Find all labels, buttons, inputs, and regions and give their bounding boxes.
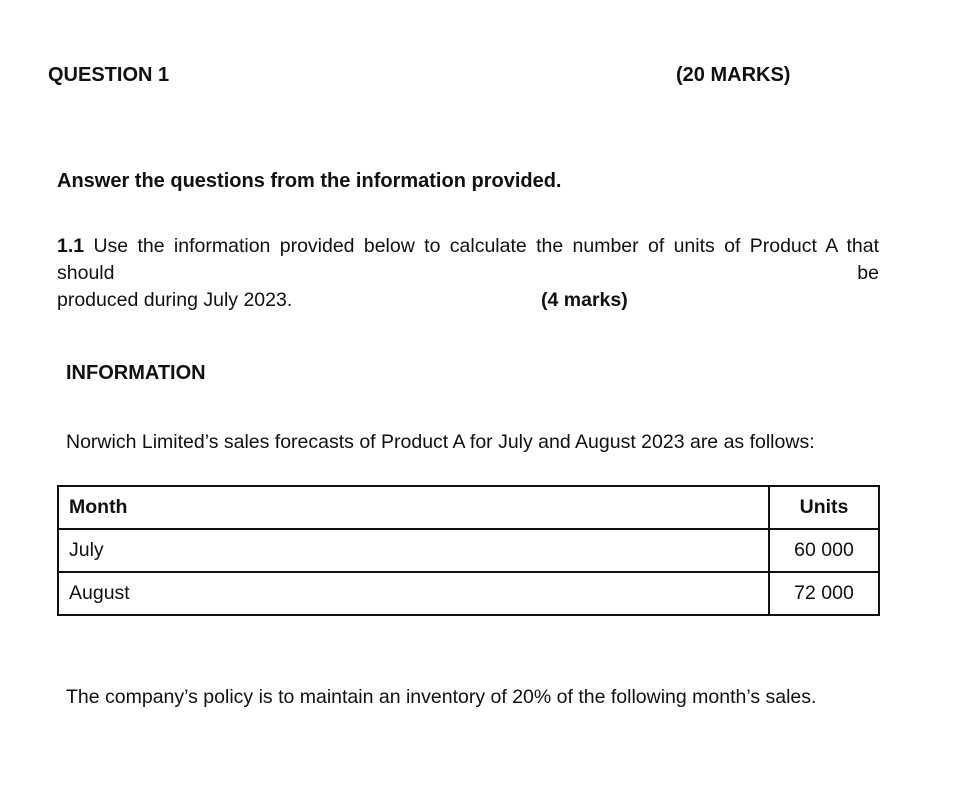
question-1-1-line2 (57, 287, 879, 314)
information-heading: INFORMATION (66, 362, 206, 384)
question-1-1-text-line1: Use the information provided below to calculate the number of units of Product A that should be (57, 235, 879, 284)
question-1-1-text-line2: produced during July 2023. (57, 289, 293, 311)
table-header-row (58, 486, 879, 529)
cell-month: August (58, 572, 769, 615)
cell-units: 60 000 (769, 529, 879, 572)
table-row (58, 572, 879, 615)
question-1-1 (57, 233, 879, 314)
header-month: Month (58, 486, 769, 529)
question-1-1-line1 (57, 233, 879, 287)
sales-forecast-table (57, 485, 880, 616)
cell-units: 72 000 (769, 572, 879, 615)
cell-month: July (58, 529, 769, 572)
forecast-text: Norwich Limited’s sales forecasts of Product A for July and August 2023 are as follows: (66, 431, 815, 453)
question-marks: (20 MARKS) (676, 64, 791, 86)
table-row (58, 529, 879, 572)
question-title: QUESTION 1 (48, 64, 170, 86)
question-1-1-marks: (4 marks) (541, 289, 628, 311)
policy-text: The company’s policy is to maintain an inventory of 20% of the following month’s sales. (66, 686, 817, 708)
header-units: Units (769, 486, 879, 529)
question-1-1-number: 1.1 (57, 235, 85, 257)
instruction-text: Answer the questions from the information provided. (57, 170, 562, 192)
